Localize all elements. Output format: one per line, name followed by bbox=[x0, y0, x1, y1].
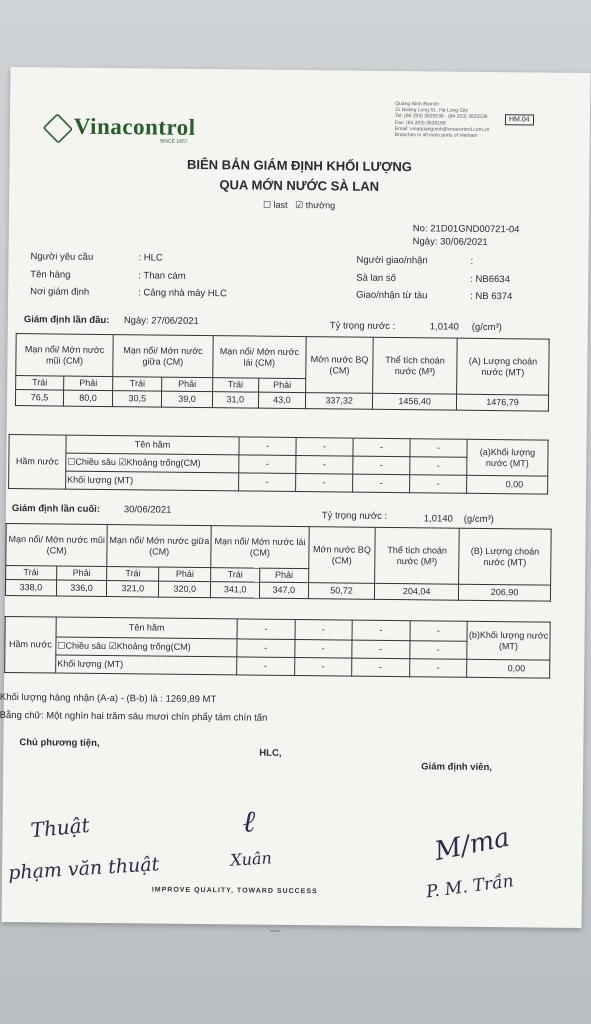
header-forward-draft: Mạn nổi/ Mớn nước mũi (CM) bbox=[6, 523, 108, 566]
cell-dash: - bbox=[296, 455, 353, 474]
cell-value: 347,0 bbox=[259, 582, 308, 599]
inspector-signature-mark: M/ma bbox=[432, 822, 513, 868]
initial-density: 1,0140 bbox=[429, 321, 459, 333]
branch-address: Quảng Ninh Branch 11 Hoàng Long St., Hạ Long City Tel: (84 203) 3625536 - (84 203) 3625536 Fax: (84 203) 3626189 Email: vinaquangninh@vinacontrol.com.vn Branches in all main ports of Vietnam bbox=[394, 101, 490, 139]
cell-dash: - bbox=[353, 438, 410, 457]
hlc-label: HLC, bbox=[259, 747, 282, 759]
initial-draft-table bbox=[15, 333, 550, 412]
col-left: Trái bbox=[107, 567, 159, 582]
col-left: Trái bbox=[6, 565, 57, 580]
col-right: Phải bbox=[64, 376, 113, 391]
footer-slogan: IMPROVE QUALITY, TOWARD SUCCESS bbox=[151, 886, 318, 896]
header-volume: Thể tích choán nước (M³) bbox=[373, 337, 458, 394]
cell-value: 204,04 bbox=[375, 583, 459, 600]
cell-value: 337,32 bbox=[305, 393, 372, 410]
header-mean-draft: Mớn nước BQ (CM) bbox=[308, 527, 375, 584]
col-right: Phải bbox=[159, 567, 211, 582]
final-density-unit: (g/cm³) bbox=[463, 513, 494, 526]
inspector-label: Giám định viên, bbox=[421, 761, 492, 774]
final-survey-date: 30/06/2021 bbox=[123, 504, 172, 516]
cell-value: 341,0 bbox=[211, 582, 260, 599]
deliverer-value: : bbox=[470, 255, 474, 267]
initial-survey-date: Ngày: 27/06/2021 bbox=[123, 315, 199, 327]
vinacontrol-logo-icon bbox=[43, 113, 74, 144]
cargo-label: Tên hàng bbox=[30, 269, 71, 281]
cell-dash: - bbox=[410, 475, 467, 494]
cell-value: 320,0 bbox=[159, 581, 211, 598]
ballast-tank-table-1 bbox=[8, 434, 549, 495]
type-checkboxes bbox=[9, 197, 589, 214]
tank-result-label: (a)Khối lượng nước (MT) bbox=[467, 439, 548, 476]
tank-result-value: 0,00 bbox=[467, 659, 550, 678]
depth-label: ☐Chiều sâu ☑Khoảng trống(CM) bbox=[66, 453, 239, 473]
hlc-signature-mark: ℓ bbox=[242, 804, 256, 840]
weight-label: Khối lượng (MT) bbox=[66, 471, 239, 491]
owner-signature: Thuật bbox=[29, 812, 91, 843]
document-subtitle: QUA MỚN NƯỚC SÀ LAN bbox=[219, 177, 380, 194]
hlc-name-handwritten: Xuân bbox=[229, 848, 273, 870]
header-mid-draft: Mạn nổi/ Mớn nước giữa (CM) bbox=[113, 335, 213, 378]
tank-name-label: Tên hầm bbox=[66, 435, 239, 455]
cell-dash: - bbox=[353, 474, 410, 493]
header-mean-draft: Mớn nước BQ (CM) bbox=[306, 337, 374, 394]
cell-value: 338,0 bbox=[5, 579, 56, 596]
tank-result-label: (b)Khối lượng nước (MT) bbox=[467, 621, 550, 660]
col-right: Phải bbox=[162, 377, 213, 392]
tank-label: Hầm nước bbox=[5, 616, 57, 673]
cell-dash: - bbox=[296, 437, 353, 456]
document-title: BIÊN BẢN GIÁM ĐỊNH KHỐI LƯỢNG bbox=[186, 156, 412, 175]
owner-label: Chủ phương tiện, bbox=[19, 737, 100, 749]
header-aft-draft: Mạn nổi/ Mớn nước lái (CM) bbox=[211, 526, 309, 569]
col-left: Trái bbox=[113, 377, 162, 392]
col-right: Phải bbox=[260, 568, 309, 583]
summary-words: Bằng chữ: Một nghìn hai trăm sáu mươi chín phẩy tám chín tấn bbox=[0, 709, 268, 724]
initial-density-unit: (g/cm³) bbox=[471, 321, 502, 334]
final-density-label: Tỷ trọng nước : bbox=[321, 510, 388, 522]
final-density: 1,0140 bbox=[423, 513, 453, 525]
tank-label: Hầm nước bbox=[9, 434, 67, 489]
cell-dash: - bbox=[239, 455, 296, 474]
summary-total: Khối lượng hàng nhận (A-a) - (B-b) là : 1269,89 MT bbox=[0, 691, 217, 706]
cell-value: 30,5 bbox=[113, 391, 162, 408]
requester-value: : HLC bbox=[138, 252, 163, 264]
cell-dash: - bbox=[239, 473, 296, 492]
header-displacement-b: (B) Lượng choán nước (MT) bbox=[459, 528, 552, 585]
cell-dash: - bbox=[294, 657, 352, 676]
cell-dash: - bbox=[239, 437, 296, 456]
cell-value: 39,0 bbox=[162, 391, 213, 408]
deliverer-label: Người giao/nhận bbox=[356, 254, 428, 267]
reference-number: No: 21D01GND00721-04 bbox=[412, 223, 520, 236]
checkbox-last: ☐ last bbox=[262, 199, 288, 210]
ship-label: Giao/nhận từ tàu bbox=[356, 289, 428, 302]
weight-label: Khối lượng (MT) bbox=[56, 655, 237, 675]
place-value: : Cảng nhà máy HLC bbox=[138, 287, 227, 300]
cell-value: 1456,40 bbox=[373, 393, 457, 410]
requester-label: Người yêu cầu bbox=[30, 251, 94, 263]
cell-value: 1476,79 bbox=[457, 394, 549, 411]
final-survey-label: Giám định lần cuối: bbox=[11, 503, 101, 515]
header-volume: Thể tích choán nước (M³) bbox=[375, 527, 459, 584]
barge-label: Sà lan số bbox=[356, 272, 396, 285]
col-left: Trái bbox=[16, 376, 64, 391]
document-page bbox=[2, 67, 591, 928]
cell-value: 50,72 bbox=[308, 583, 375, 600]
ballast-tank-table-2 bbox=[4, 616, 551, 679]
depth-label: ☐Chiều sâu ☑Khoảng trống(CM) bbox=[56, 637, 237, 657]
initial-density-label: Tỷ trọng nước : bbox=[329, 320, 396, 333]
reference-date: Ngày: 30/06/2021 bbox=[412, 236, 488, 248]
place-label: Nơi giám định bbox=[30, 286, 90, 298]
company-logo-text: Vinacontrol bbox=[73, 113, 196, 140]
cell-dash: - bbox=[295, 619, 353, 640]
cell-value: 206,90 bbox=[458, 584, 550, 601]
cell-dash: - bbox=[410, 457, 467, 476]
tank-result-value: 0,00 bbox=[467, 475, 548, 494]
cell-value: 31,0 bbox=[212, 392, 258, 408]
form-code: HM.04 bbox=[505, 114, 534, 125]
cell-value: 43,0 bbox=[258, 392, 305, 408]
cell-dash: - bbox=[237, 639, 295, 658]
cell-dash: - bbox=[409, 641, 467, 660]
cargo-value: : Than cám bbox=[138, 270, 186, 282]
company-since: SINCE 1957 bbox=[159, 138, 188, 145]
cell-dash: - bbox=[410, 621, 468, 642]
cell-dash: - bbox=[352, 658, 410, 677]
checkbox-normal: ☑ thường bbox=[295, 199, 336, 211]
cell-value: 80,0 bbox=[63, 390, 112, 407]
header-forward-draft: Mạn nổi/ Mớn nước mũi (CM) bbox=[16, 334, 114, 377]
cell-dash: - bbox=[353, 456, 410, 475]
col-right: Phải bbox=[56, 566, 107, 581]
cell-dash: - bbox=[409, 659, 467, 678]
header-displacement-a: (A) Lượng choán nước (MT) bbox=[457, 338, 549, 395]
header-mid-draft: Mạn nổi/ Mớn nước giữa (CM) bbox=[107, 525, 211, 568]
cell-dash: - bbox=[237, 657, 295, 676]
col-left: Trái bbox=[211, 568, 260, 583]
col-right: Phải bbox=[258, 378, 305, 392]
header-aft-draft: Mạn nổi/ Mớn nước lái (CM) bbox=[212, 336, 306, 379]
inspector-name-handwritten: P. M. Trần bbox=[425, 871, 515, 903]
cell-value: 321,0 bbox=[107, 581, 159, 598]
cell-value: 336,0 bbox=[56, 580, 107, 597]
final-draft-table bbox=[5, 523, 552, 602]
owner-name-handwritten: phạm văn thuật bbox=[7, 853, 160, 885]
cell-dash: - bbox=[410, 439, 467, 458]
cell-dash: - bbox=[294, 639, 352, 658]
cell-dash: - bbox=[296, 473, 353, 492]
tank-name-label: Tên hầm bbox=[56, 617, 237, 639]
cell-value: 76,5 bbox=[15, 390, 63, 407]
cell-dash: - bbox=[352, 620, 410, 641]
cell-dash: - bbox=[352, 640, 410, 659]
col-left: Trái bbox=[212, 378, 258, 392]
ship-value: : NB 6374 bbox=[470, 290, 513, 303]
cell-dash: - bbox=[237, 619, 295, 640]
barge-value: : NB6634 bbox=[470, 273, 510, 286]
initial-survey-label: Giám định lần đầu: bbox=[23, 314, 110, 327]
